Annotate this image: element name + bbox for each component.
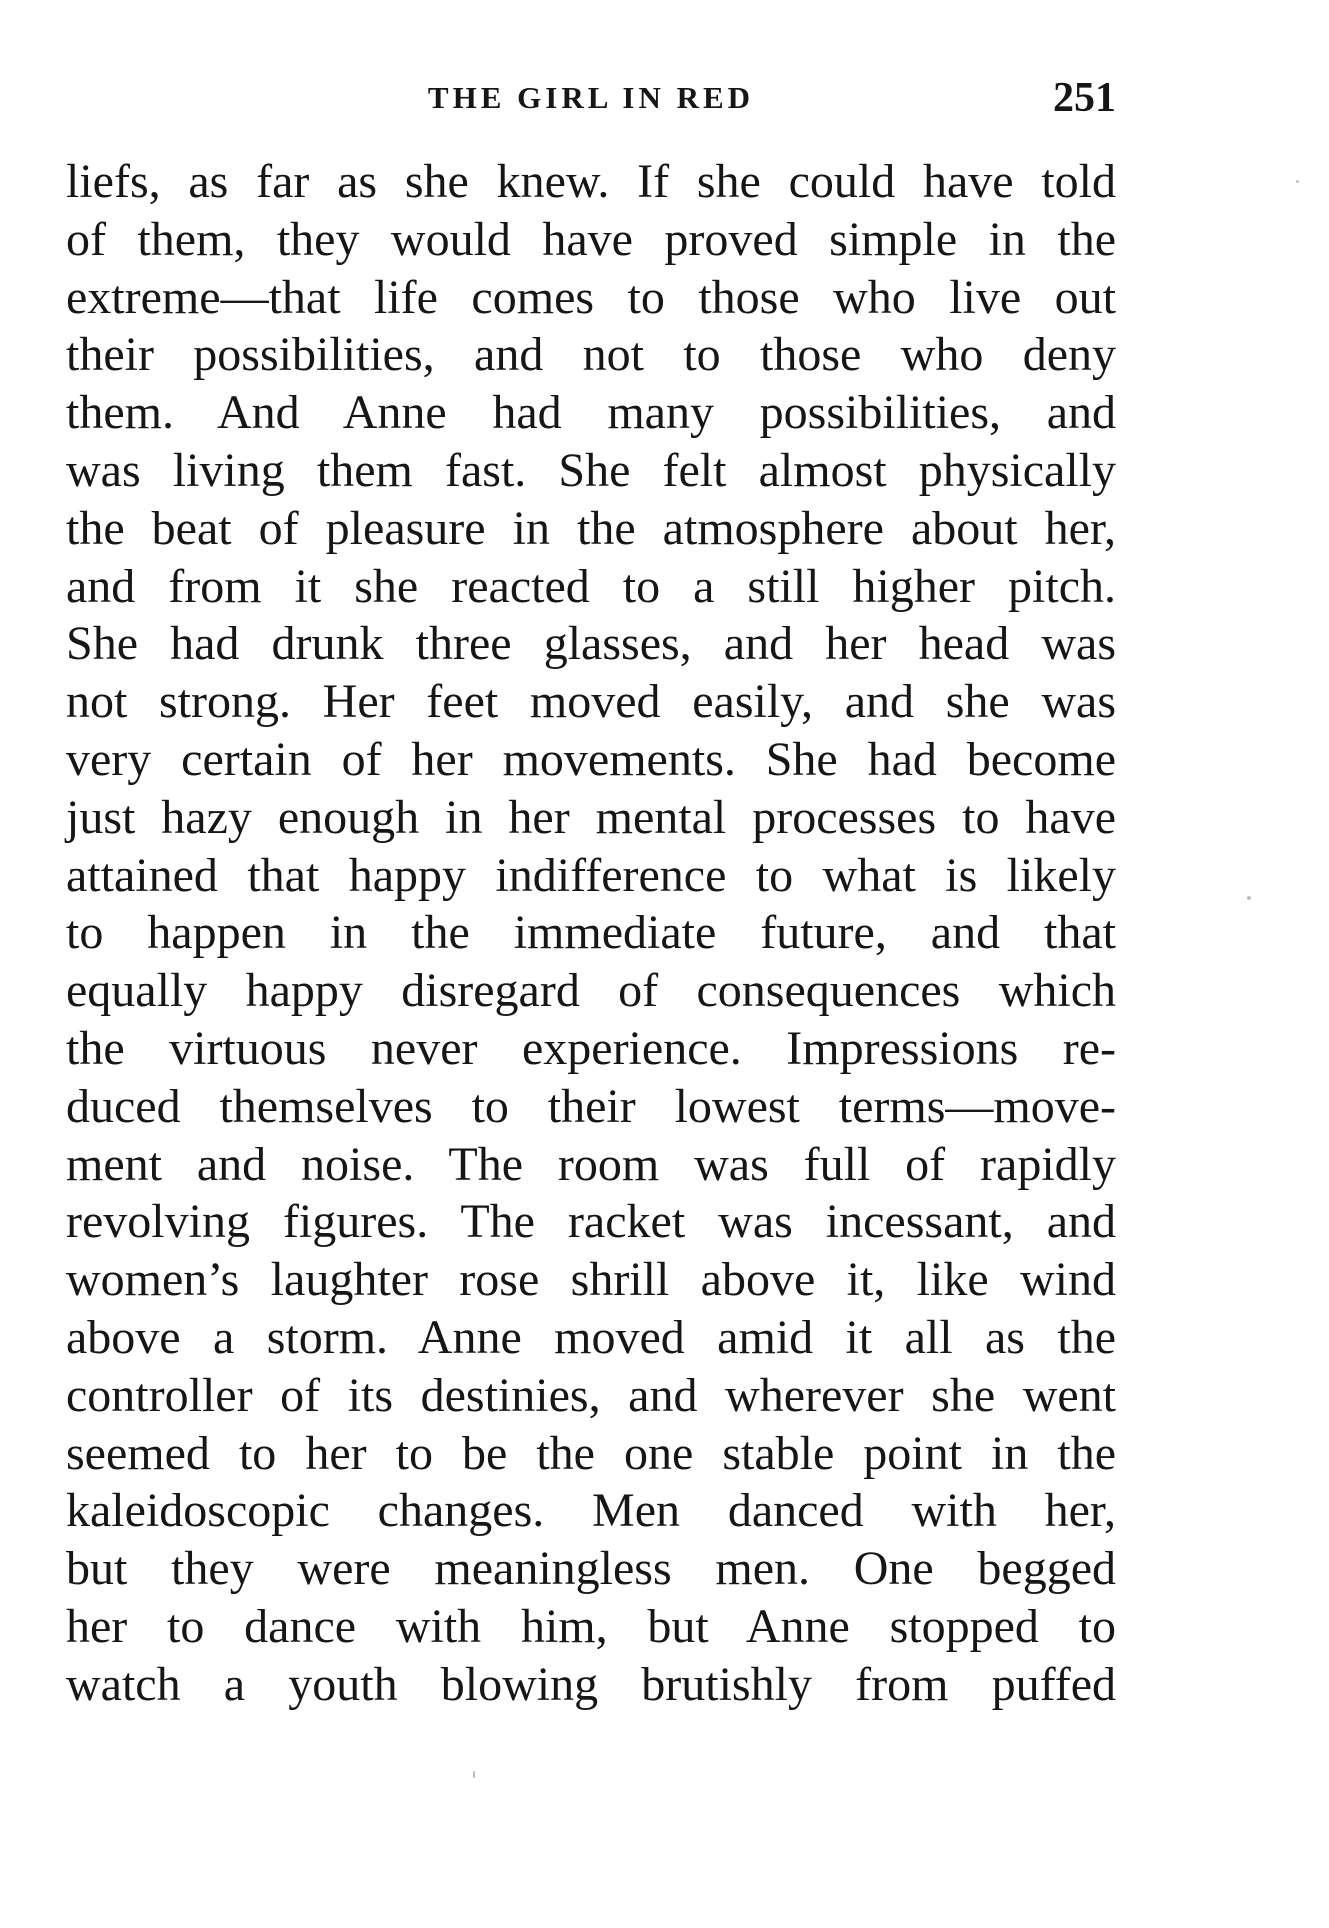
text-line: attained that happy indifference to what is likely bbox=[66, 848, 1116, 902]
text-line: their possibilities, and not to those who deny bbox=[66, 328, 1116, 382]
text-line: not strong. Her feet moved easily, and she was bbox=[66, 675, 1116, 729]
text-line: controller of its destinies, and wherever she went bbox=[66, 1368, 1116, 1422]
text-line: ment and noise. The room was full of rapidly bbox=[66, 1137, 1116, 1191]
paper-speck bbox=[1296, 180, 1299, 183]
text-line: to happen in the immediate future, and that bbox=[66, 906, 1116, 960]
text-line: revolving figures. The racket was incessant, and bbox=[66, 1195, 1116, 1249]
text-line: of them, they would have proved simple in the bbox=[66, 212, 1116, 266]
text-line: them. And Anne had many possibilities, and bbox=[66, 386, 1116, 440]
text-line: above a storm. Anne moved amid it all as the bbox=[66, 1310, 1116, 1364]
text-line: equally happy disregard of consequences which bbox=[66, 964, 1116, 1018]
running-title: THE GIRL IN RED bbox=[427, 80, 755, 115]
body-text bbox=[66, 153, 1116, 1714]
text-line: just hazy enough in her mental processes to have bbox=[66, 790, 1116, 844]
text-line: women’s laughter rose shrill above it, like wind bbox=[66, 1253, 1116, 1307]
text-line: the beat of pleasure in the atmosphere about her, bbox=[66, 501, 1116, 555]
text-line: the virtuous never experience. Impressions re- bbox=[66, 1021, 1116, 1075]
text-line: liefs, as far as she knew. If she could have told bbox=[66, 155, 1116, 208]
text-line: duced themselves to their lowest terms—move- bbox=[66, 1079, 1116, 1133]
text-line: and from it she reacted to a still higher pitch. bbox=[66, 559, 1116, 613]
paper-speck bbox=[1247, 896, 1251, 900]
text-line: She had drunk three glasses, and her head was bbox=[66, 617, 1116, 671]
text-line: kaleidoscopic changes. Men danced with her, bbox=[66, 1484, 1116, 1538]
text-line: but they were meaningless men. One begged bbox=[66, 1542, 1116, 1596]
text-line: watch a youth blowing brutishly from puffed bbox=[66, 1657, 1116, 1711]
paper-speck bbox=[473, 1771, 475, 1778]
text-line: her to dance with him, but Anne stopped to bbox=[66, 1599, 1116, 1653]
running-head bbox=[66, 74, 1116, 124]
text-line: extreme—that life comes to those who live out bbox=[66, 270, 1116, 324]
text-line: very certain of her movements. She had become bbox=[66, 732, 1116, 786]
text-line: was living them fast. She felt almost physically bbox=[66, 443, 1116, 497]
text-line: seemed to her to be the one stable point in the bbox=[66, 1426, 1116, 1480]
page-number: 251 bbox=[1053, 75, 1116, 121]
